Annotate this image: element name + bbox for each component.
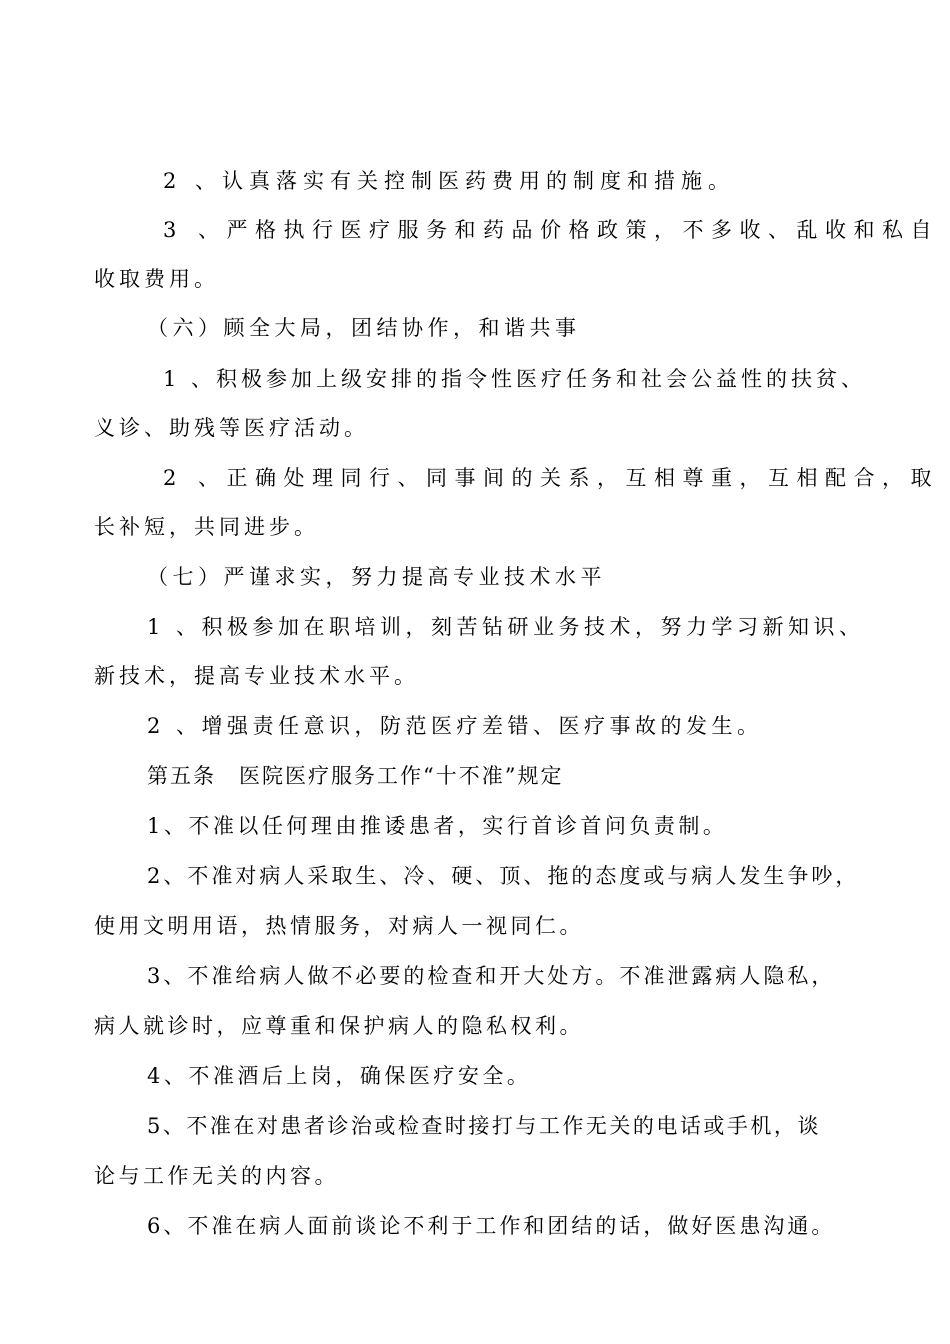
text-line-content: 病人就诊时，应尊重和保护病人的隐私权利。	[94, 1014, 584, 1038]
text-line	[0, 709, 950, 743]
text-line	[0, 164, 950, 198]
text-line-content: 1、不准以任何理由推诿患者，实行首诊首问负责制。	[147, 814, 728, 838]
text-line	[0, 809, 950, 843]
text-line	[0, 1159, 950, 1193]
text-line	[0, 859, 950, 893]
text-line-content: 论与工作无关的内容。	[94, 1164, 339, 1188]
text-line-content: 2、不准对病人采取生、冷、硬、顶、拖的态度或与病人发生争吵，	[147, 864, 860, 888]
text-line	[0, 411, 950, 445]
text-line-content: （七）严谨求实，努力提高专业技术水平	[147, 565, 606, 589]
text-line	[0, 510, 950, 544]
text-line	[0, 461, 950, 495]
section-heading-text: 第五条 医院医疗服务工作“十不准”规定	[147, 764, 564, 788]
text-line	[0, 311, 950, 345]
section-heading	[0, 759, 950, 793]
text-line-content: 2 、增强责任意识，防范医疗差错、医疗事故的发生。	[147, 714, 763, 738]
text-line-content: 3 、严格执行医疗服务和药品价格政策，不多收、乱收和私自	[163, 218, 940, 242]
text-line-content: 2 、认真落实有关控制医药费用的制度和措施。	[163, 169, 736, 193]
text-line	[0, 1059, 950, 1093]
text-line-content: 1 、积极参加在职培训，刻苦钻研业务技术，努力学习新知识、	[147, 615, 865, 639]
text-line	[0, 1009, 950, 1043]
text-line	[0, 1109, 950, 1143]
text-line-content: 收取费用。	[94, 267, 219, 291]
text-line-content: 义诊、助残等医疗活动。	[94, 416, 369, 440]
text-line-content: 1 、积极参加上级安排的指令性医疗任务和社会公益性的扶贫、	[163, 367, 867, 391]
text-line-content: 使用文明用语，热情服务，对病人一视同仁。	[94, 914, 584, 938]
text-line	[0, 1209, 950, 1243]
text-line	[0, 262, 950, 296]
text-line-content: 5、不准在对患者诊治或检查时接打与工作无关的电话或手机，谈	[147, 1114, 821, 1138]
text-line-content: （六）顾全大局，团结协作，和谐共事	[147, 316, 581, 340]
text-line-content: 新技术，提高专业技术水平。	[94, 664, 419, 688]
text-line	[0, 959, 950, 993]
text-line-content: 2 、正确处理同行、同事间的关系，互相尊重，互相配合，取	[163, 466, 940, 490]
text-line-content: 3、不准给病人做不必要的检查和开大处方。不准泄露病人隐私，	[147, 964, 836, 988]
text-line	[0, 362, 950, 396]
text-line	[0, 659, 950, 693]
text-line-content: 长补短，共同进步。	[94, 515, 319, 539]
text-line	[0, 909, 950, 943]
text-line	[0, 610, 950, 644]
text-line-content: 4、不准酒后上岗，确保医疗安全。	[147, 1064, 532, 1088]
text-line	[0, 213, 950, 247]
text-line	[0, 560, 950, 594]
text-line-content: 6、不准在病人面前谈论不利于工作和团结的话，做好医患沟通。	[147, 1214, 836, 1238]
